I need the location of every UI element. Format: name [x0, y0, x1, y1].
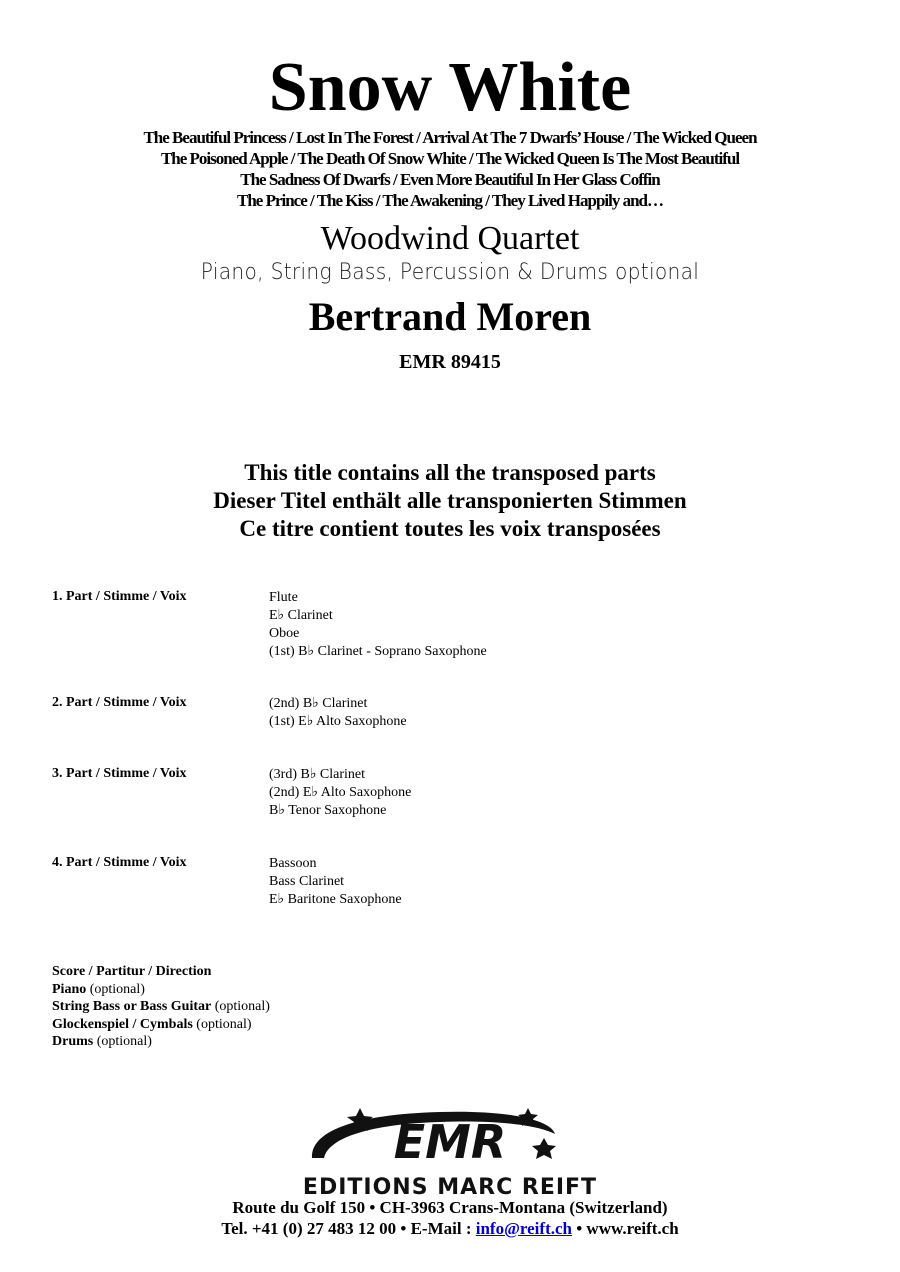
movement-line: The Poisoned Apple / The Death Of Snow White / The Wicked Queen Is The Most Beautiful	[160, 149, 740, 168]
instrument-item: Oboe	[269, 626, 300, 641]
publisher-logo	[300, 1100, 600, 1200]
part-3-label: 3. Part / Stimme / Voix	[52, 766, 187, 781]
extra-item	[52, 1016, 270, 1034]
instrument-item: (1st) E♭ Alto Saxophone	[269, 714, 407, 729]
notice-line-en: This title contains all the transposed parts	[244, 460, 656, 485]
instrument-item: E♭ Baritone Saxophone	[269, 892, 402, 907]
extra-name: Drums	[52, 1034, 94, 1049]
publisher-phone-line: Tel. +41 (0) 27 483 12 00 • E-Mail : info@reift.ch • www.reift.ch	[221, 1219, 679, 1238]
extra-name: String Bass or Bass Guitar	[52, 999, 212, 1014]
extra-note: (optional)	[214, 999, 270, 1014]
part-4-label: 4. Part / Stimme / Voix	[52, 855, 187, 870]
movement-list	[0, 127, 900, 211]
instrument-item: (3rd) B♭ Clarinet	[269, 767, 366, 782]
part-1-instruments	[269, 589, 487, 661]
optional-instruments: Piano, String Bass, Percussion & Drums optional	[200, 260, 700, 285]
instrument-item: Bass Clarinet	[269, 874, 345, 889]
extra-item	[52, 1033, 270, 1051]
part-2-instruments	[269, 695, 407, 731]
extra-name: Glockenspiel / Cymbals	[52, 1016, 193, 1032]
movement-line: The Prince / The Kiss / The Awakening / They Lived Happily and…	[236, 191, 663, 210]
instrument-item: (2nd) E♭ Alto Saxophone	[269, 785, 412, 800]
instrument-item: (1st) B♭ Clarinet - Soprano Saxophone	[269, 644, 487, 659]
extra-name: Piano	[52, 981, 87, 997]
notice-line-fr: Ce titre contient toutes les voix transposées	[239, 516, 661, 541]
publisher-name: EDITIONS MARC REIFT	[302, 1175, 598, 1200]
part-3-instruments	[269, 766, 411, 820]
logo-mark: EMR	[393, 1115, 507, 1169]
part-4-instruments	[269, 855, 402, 909]
page-title: Snow White	[268, 49, 632, 126]
extra-parts-list	[52, 963, 270, 1051]
extra-item	[52, 963, 270, 981]
instrument-item: B♭ Tenor Saxophone	[269, 803, 387, 818]
ensemble-label: Woodwind Quartet	[320, 220, 580, 257]
instrument-item: Bassoon	[269, 856, 317, 871]
extra-note: (optional)	[196, 1016, 252, 1032]
extra-item	[52, 998, 270, 1016]
movement-line: The Beautiful Princess / Lost In The Forest / Arrival At The 7 Dwarfs’ House / The Wicked Queen	[143, 128, 757, 147]
movement-line: The Sadness Of Dwarfs / Even More Beautiful In Her Glass Coffin	[240, 170, 660, 189]
catalog-number: EMR 89415	[399, 351, 501, 373]
notice-line-de: Dieser Titel enthält alle transponierten Stimmen	[213, 488, 687, 513]
publisher-address: Route du Golf 150 • CH-3963 Crans-Montana (Switzerland)	[232, 1198, 668, 1217]
extra-item	[52, 981, 270, 999]
composer-name: Bertrand Moren	[308, 294, 592, 339]
part-2-label: 2. Part / Stimme / Voix	[52, 695, 187, 710]
extra-note: (optional)	[96, 1034, 152, 1049]
instrument-item: Flute	[269, 590, 298, 605]
transposition-notice	[0, 459, 900, 543]
instrument-item: (2nd) B♭ Clarinet	[269, 696, 368, 711]
email-link[interactable]: info@reift.ch	[475, 1219, 572, 1238]
instrument-item: E♭ Clarinet	[269, 608, 333, 623]
part-1-label: 1. Part / Stimme / Voix	[52, 589, 187, 604]
extra-note: (optional)	[89, 981, 145, 997]
publisher-contact	[0, 1197, 900, 1239]
extra-name: Score / Partitur / Direction	[52, 964, 212, 979]
